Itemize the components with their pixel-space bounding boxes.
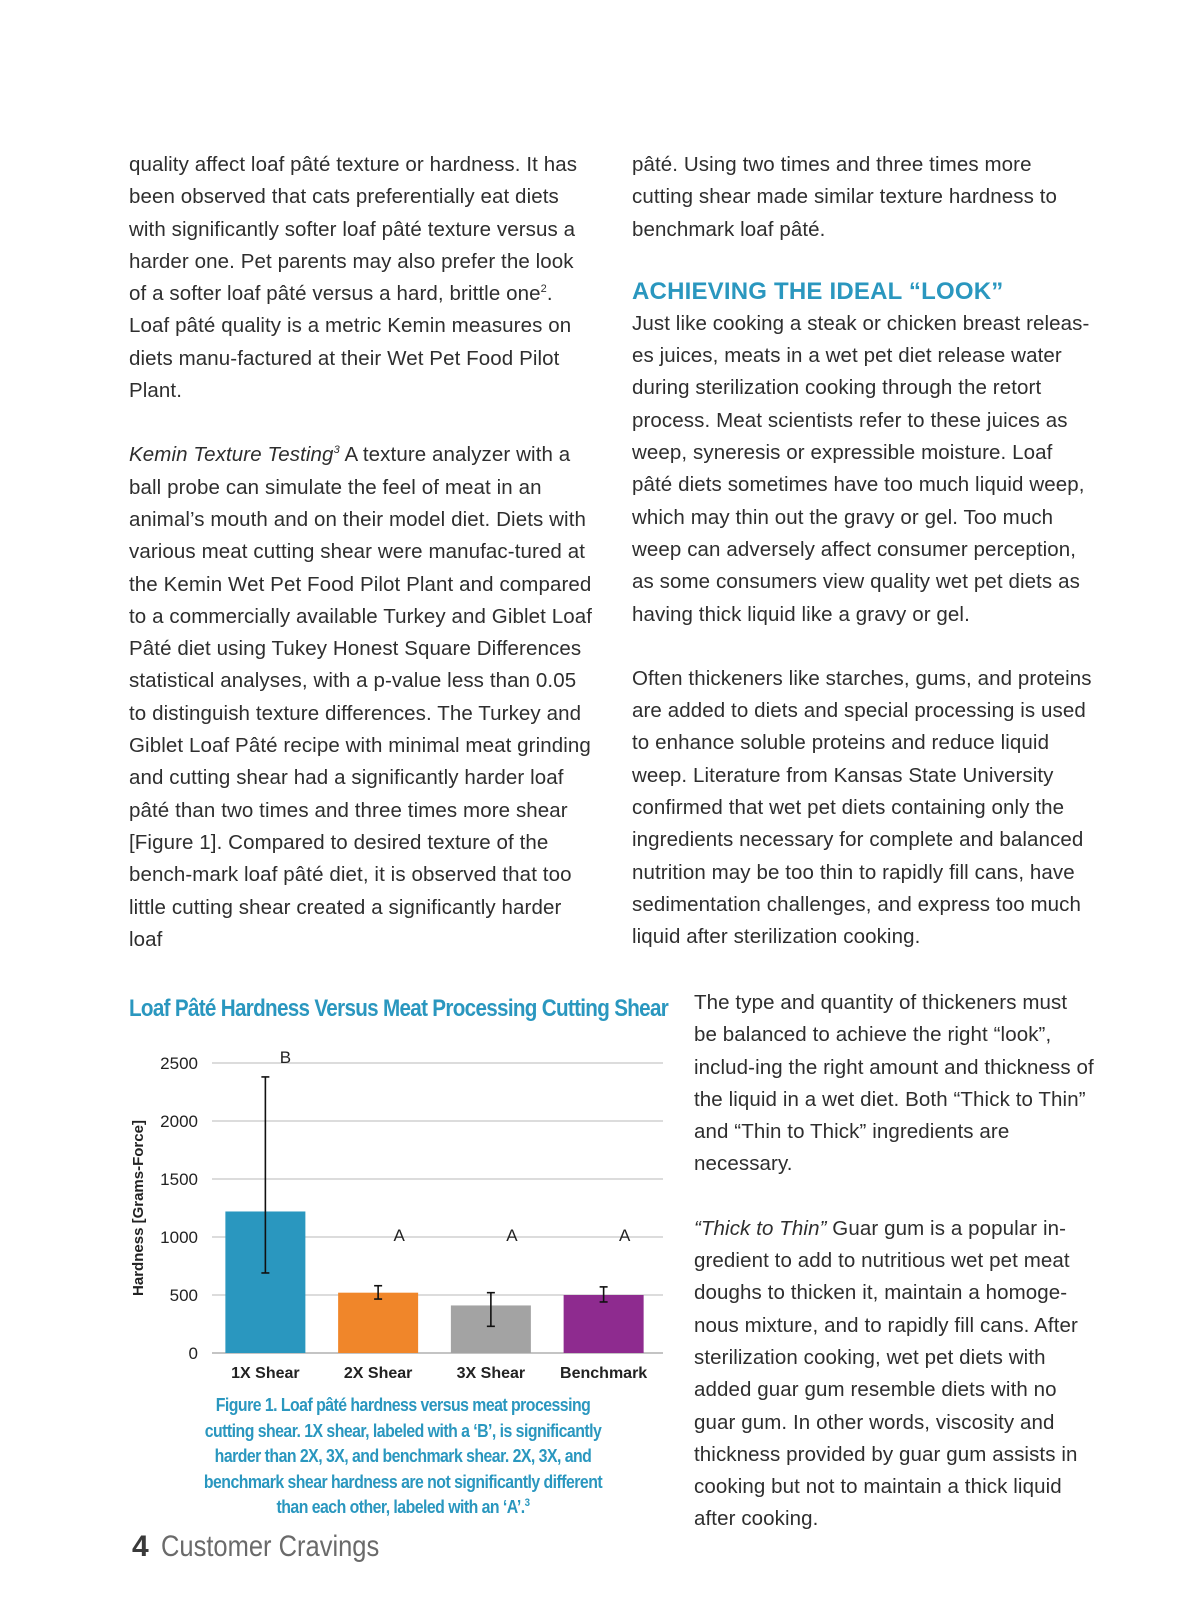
significance-label: A — [618, 1226, 631, 1245]
right-lower-text-column — [694, 987, 1094, 1536]
publication-name: Customer Cravings — [160, 1530, 379, 1563]
y-tick-label: 500 — [169, 1286, 198, 1305]
right-paragraph-3: Often thickeners like starches, gums, and proteins are added to diets and special processing is used to enhance soluble proteins and reduce liquid weep. Literature from Kansas State University confirmed that wet pet diets containing only the ingredients necessary for complete and balanced nutrition may be too thin to rapidly fill cans, have sedimentation challenges, and express too much liquid after sterilization cooking. — [632, 666, 1092, 949]
page-footer — [132, 1530, 417, 1564]
right-text-column — [632, 149, 1092, 954]
right-paragraph-1: pâté. Using two times and three times more cutting shear made similar texture hardness to benchmark loaf pâté. — [632, 153, 1058, 241]
x-tick-label: 1X Shear — [231, 1365, 300, 1382]
left-paragraph-1: quality affect loaf pâté texture or hardness. It has been observed that cats preferentially eat diets with significantly softer loaf pâté texture versus a harder one. Pet parents may also prefer the look of a softer loaf pâté versus a hard, brittle one$^2$. Loaf pâté quality is a metric Kemin measures on diets manu-factured at their Wet Pet Food Pilot Plant. — [129, 153, 578, 403]
y-tick-label: 0 — [188, 1344, 198, 1363]
bar-2x-shear — [338, 1293, 418, 1353]
y-tick-label: 1500 — [160, 1170, 198, 1189]
significance-label: B — [279, 1048, 292, 1067]
left-paragraph-2: Kemin Texture Testing$^3$ A texture analyzer with a ball probe can simulate the feel of meat in an animal’s mouth and on their model diet. Diets with various meat cutting shear were manufac-tured at the Kemin Wet Pet Food Pilot Plant and compared to a commercially available Turkey and Giblet Loaf Pâté diet using Tukey Honest Square Differences statistical analyses, with a p-value less than 0.05 to distinguish texture differences. The Turkey and Giblet Loaf Pâté recipe with minimal meat grinding and cutting shear had a significantly harder loaf pâté than two times and three times more shear [Figure 1]. Compared to desired texture of the bench-mark loaf pâté diet, it is observed that too little cutting shear created a significantly harder loaf — [129, 443, 593, 951]
section-heading: ACHIEVING THE IDEAL “LOOK” — [632, 277, 1004, 305]
right-paragraph-2: Just like cooking a steak or chicken breast releas-es juices, meats in a wet pet diet release water during sterilization cooking through the retort process. Meat scientists refer to these juices as weep, syneresis or expressible moisture. Loaf pâté diets sometimes have too much liquid weep, which may thin out the gravy or gel. Too much weep can adversely affect consumer perception, as some consumers view quality wet pet diets as having thick liquid like a gravy or gel. — [632, 311, 1090, 626]
y-tick-label: 2000 — [160, 1112, 198, 1131]
hardness-bar-chart — [125, 1045, 665, 1385]
right-paragraph-4: The type and quantity of thickeners must be balanced to achieve the right “look”, includ-ing the right amount and thickness of the liquid in a wet diet. Both “Thick to Thin” and “Thin to Thick” ingredients are necessary. — [694, 991, 1094, 1176]
right-paragraph-5: “Thick to Thin” Guar gum is a popular in-gredient to add to nutritious wet pet meat doughs to thicken it, maintain a homoge-nous mixture, and to rapidly fill cans. After sterilization cooking, wet pet diets with added guar gum resemble diets with no guar gum. In other words, viscosity and thickness provided by guar gum assists in cooking but not to maintain a thick liquid after cooking. — [694, 1216, 1078, 1531]
x-tick-label: 3X Shear — [456, 1365, 526, 1382]
significance-label: A — [393, 1226, 405, 1245]
y-tick-label: 1000 — [160, 1228, 198, 1247]
significance-label: A — [506, 1226, 518, 1245]
left-text-column — [129, 149, 594, 956]
y-tick-label: 2500 — [160, 1054, 198, 1073]
figure-title: Loaf Pâté Hardness Versus Meat Processing Cutting Shear — [129, 995, 669, 1022]
x-tick-label: Benchmark — [560, 1365, 648, 1382]
y-axis-label: Hardness [Grams-Force] — [130, 1120, 147, 1296]
x-tick-label: 2X Shear — [343, 1365, 413, 1382]
page-number: 4 — [132, 1530, 149, 1563]
bar-benchmark — [564, 1295, 644, 1353]
figure-caption: Figure 1. Loaf pâté hardness versus meat processing cutting shear. 1X shear, labeled with a ‘B’, is significantly harder than 2X, 3X, and benchmark shear. 2X, 3X, and benchmark shear hardness are not significantly different than each other, labeled with an ‘A’.$^3$ — [203, 1395, 603, 1517]
